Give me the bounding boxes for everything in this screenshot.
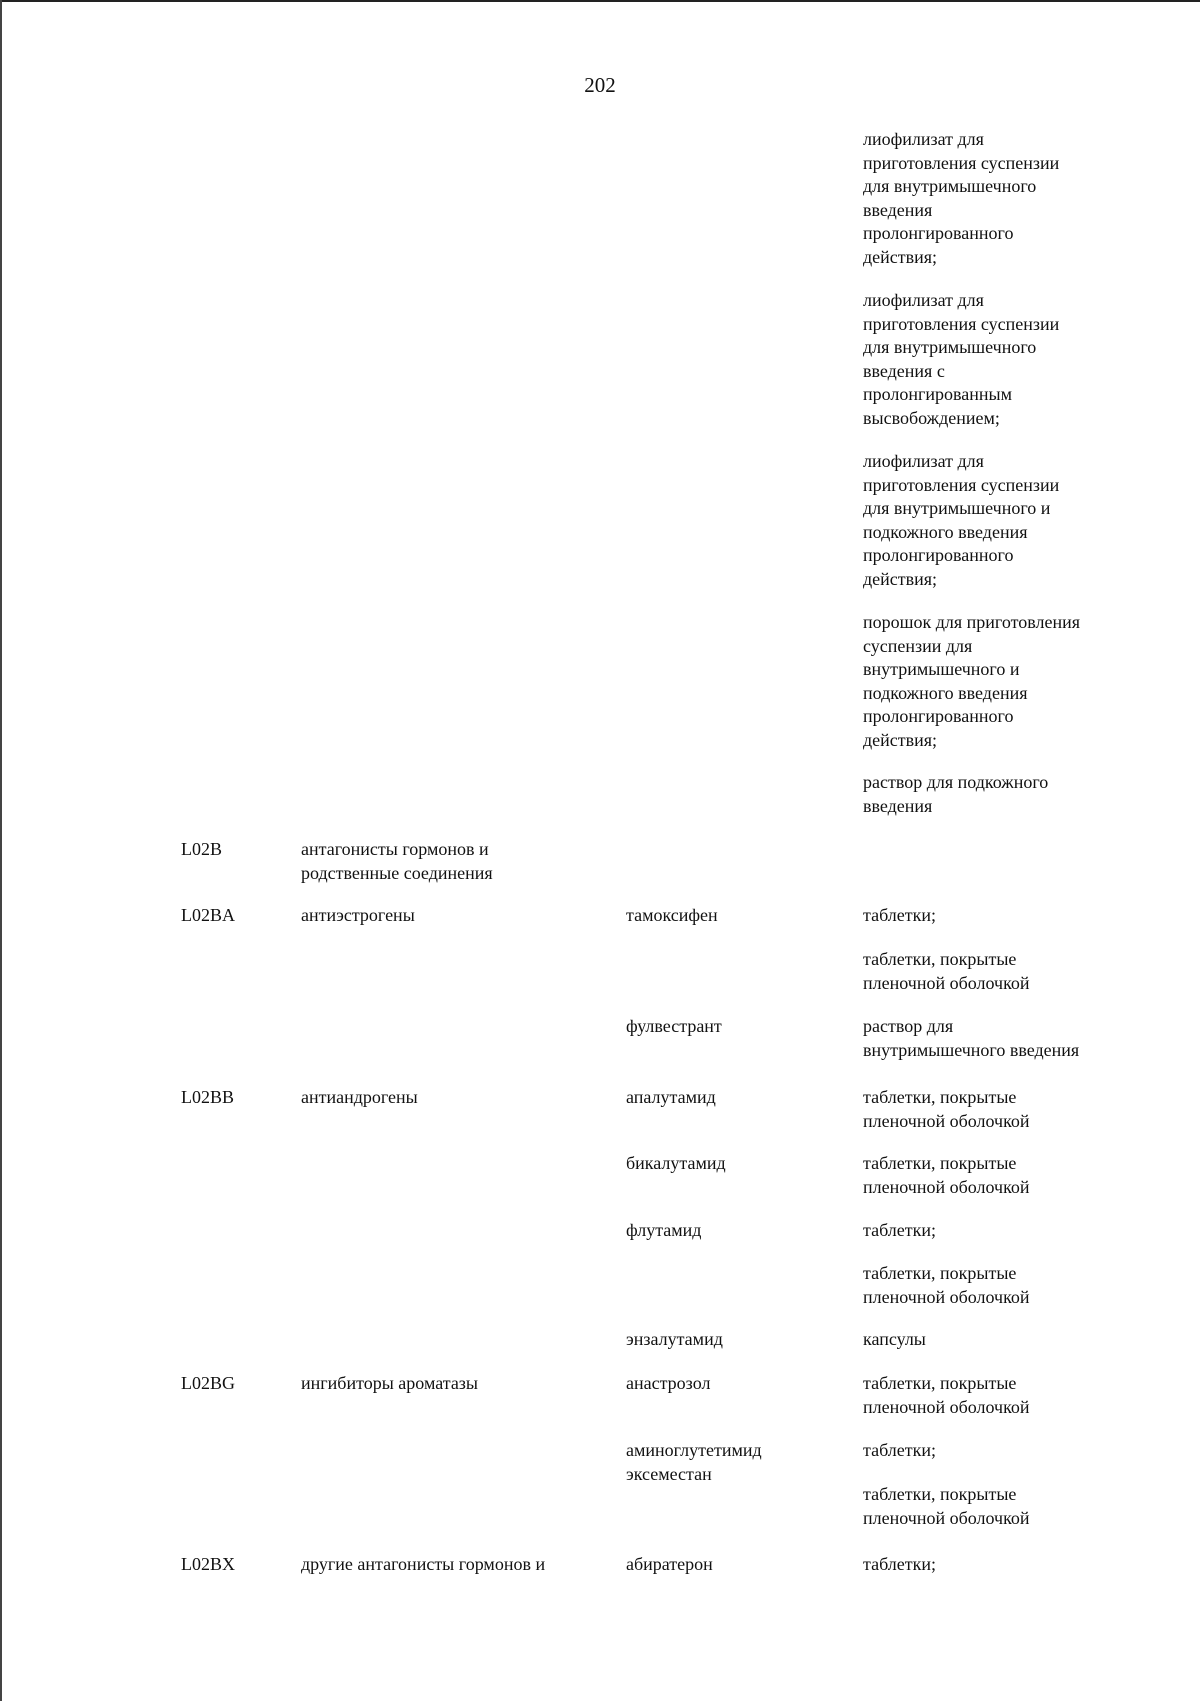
dosage-form: таблетки, покрытые пленочной оболочкой (863, 1484, 1030, 1528)
dosage-form: раствор для внутримышечного введения (863, 1016, 1080, 1060)
drug-name: апалутамид (626, 1087, 716, 1107)
scan-edge-left (0, 0, 2, 1701)
atc-code: L02BX (181, 1554, 235, 1574)
dosage-form: таблетки; (863, 905, 937, 925)
drug-name: аминоглутетимид эксеместан (626, 1440, 762, 1484)
drug-name: флутамид (626, 1220, 702, 1240)
atc-code: L02BG (181, 1373, 235, 1393)
dosage-form: таблетки, покрытые пленочной оболочкой (863, 1373, 1030, 1417)
atc-group-name: ингибиторы ароматазы (301, 1373, 479, 1393)
drug-name: анастрозол (626, 1373, 711, 1393)
dosage-form: таблетки, покрытые пленочной оболочкой (863, 1263, 1030, 1307)
dosage-form: таблетки, покрытые пленочной оболочкой (863, 1087, 1030, 1131)
atc-code: L02B (181, 839, 223, 859)
drug-name: бикалутамид (626, 1153, 726, 1173)
page-number: 202 (584, 73, 616, 97)
dosage-form: раствор для подкожного введения (863, 772, 1049, 816)
atc-group-name: антиэстрогены (301, 905, 415, 925)
dosage-form: лиофилизат для приготовления суспензии для внутримышечного и подкожного введения пролонгированного действия; (863, 451, 1060, 589)
drug-name: абиратерон (626, 1554, 713, 1574)
dosage-form: таблетки, покрытые пленочной оболочкой (863, 1153, 1030, 1197)
drug-name: энзалутамид (626, 1329, 723, 1349)
dosage-form: таблетки; (863, 1440, 937, 1460)
atc-group-name: антиандрогены (301, 1087, 418, 1107)
dosage-form: лиофилизат для приготовления суспензии для внутримышечного введения с пролонгированным высвобождением; (863, 290, 1060, 428)
dosage-form: порошок для приготовления суспензии для внутримышечного и подкожного введения пролонгированного действия; (863, 612, 1081, 750)
dosage-form: таблетки; (863, 1220, 937, 1240)
atc-group-name: антагонисты гормонов и родственные соединения (301, 839, 493, 883)
dosage-form: таблетки; (863, 1554, 937, 1574)
atc-code: L02BA (181, 905, 235, 925)
dosage-form: таблетки, покрытые пленочной оболочкой (863, 949, 1030, 993)
atc-code: L02BB (181, 1087, 235, 1107)
scan-edge-top (0, 0, 1200, 2)
drug-name: фулвестрант (626, 1016, 722, 1036)
drug-name: тамоксифен (626, 905, 718, 925)
dosage-form: капсулы (863, 1329, 926, 1349)
dosage-form: лиофилизат для приготовления суспензии для внутримышечного введения пролонгированного действия; (863, 129, 1060, 267)
atc-group-name: другие антагонисты гормонов и (301, 1554, 546, 1574)
